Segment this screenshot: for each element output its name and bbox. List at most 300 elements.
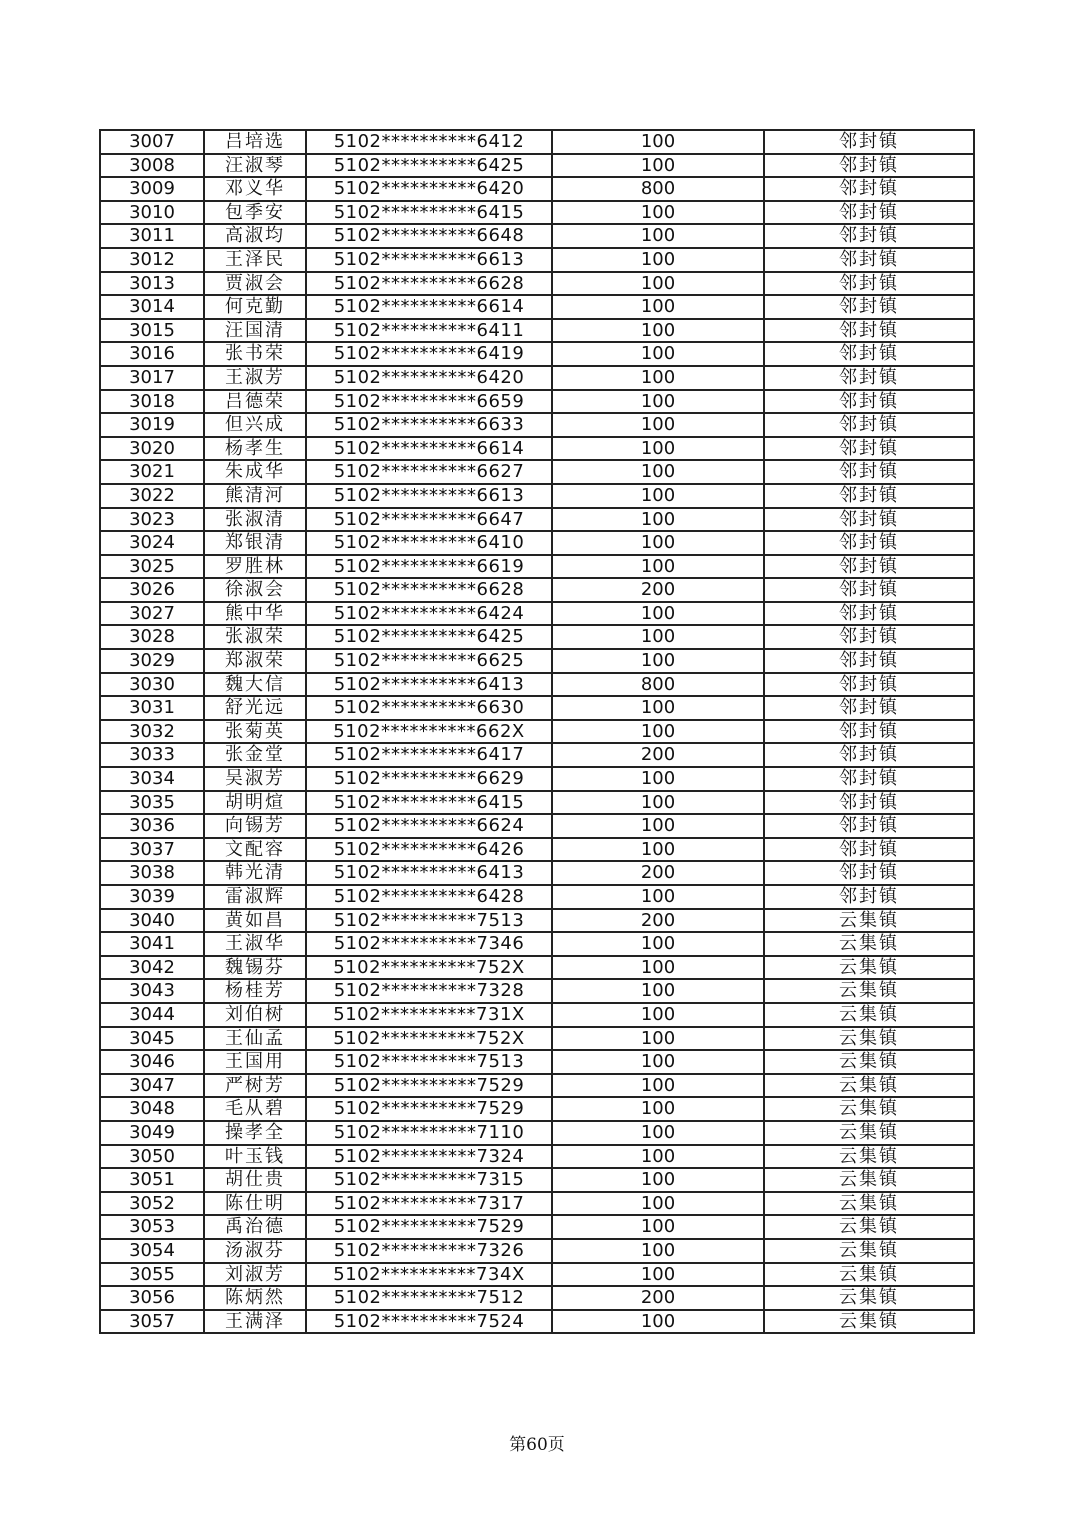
table-row [100, 366, 974, 390]
row-number-cell: 3008 [100, 154, 204, 178]
table-row [100, 531, 974, 555]
table-row [100, 555, 974, 579]
town-cell: 邻封镇 [764, 460, 974, 484]
id-card-cell: 5102**********6614 [306, 437, 552, 461]
id-card-cell: 5102**********6628 [306, 272, 552, 296]
row-number-cell: 3020 [100, 437, 204, 461]
id-card-cell: 5102**********6413 [306, 673, 552, 697]
name-cell: 严树芳 [204, 1074, 306, 1098]
town-cell: 邻封镇 [764, 649, 974, 673]
row-number-cell: 3009 [100, 177, 204, 201]
row-number-cell: 3012 [100, 248, 204, 272]
row-number-cell: 3052 [100, 1192, 204, 1216]
id-card-cell: 5102**********7512 [306, 1286, 552, 1310]
table-row [100, 272, 974, 296]
row-number-cell: 3038 [100, 861, 204, 885]
amount-cell: 200 [552, 861, 764, 885]
town-cell: 邻封镇 [764, 791, 974, 815]
id-card-cell: 5102**********6424 [306, 602, 552, 626]
name-cell: 吕德荣 [204, 390, 306, 414]
row-number-cell: 3026 [100, 578, 204, 602]
row-number-cell: 3030 [100, 673, 204, 697]
town-cell: 云集镇 [764, 909, 974, 933]
id-card-cell: 5102**********6630 [306, 696, 552, 720]
amount-cell: 100 [552, 625, 764, 649]
amount-cell: 100 [552, 508, 764, 532]
town-cell: 云集镇 [764, 1121, 974, 1145]
name-cell: 黄如昌 [204, 909, 306, 933]
id-card-cell: 5102**********7529 [306, 1097, 552, 1121]
row-number-cell: 3023 [100, 508, 204, 532]
amount-cell: 100 [552, 720, 764, 744]
row-number-cell: 3017 [100, 366, 204, 390]
table-row [100, 437, 974, 461]
town-cell: 邻封镇 [764, 366, 974, 390]
name-cell: 张书荣 [204, 342, 306, 366]
amount-cell: 100 [552, 484, 764, 508]
table-row [100, 1192, 974, 1216]
row-number-cell: 3046 [100, 1050, 204, 1074]
town-cell: 邻封镇 [764, 248, 974, 272]
town-cell: 邻封镇 [764, 885, 974, 909]
table-row [100, 130, 974, 154]
id-card-cell: 5102**********7346 [306, 932, 552, 956]
id-card-cell: 5102**********6426 [306, 838, 552, 862]
amount-cell: 200 [552, 909, 764, 933]
table-row [100, 909, 974, 933]
name-cell: 张淑荣 [204, 625, 306, 649]
table-row [100, 201, 974, 225]
id-card-cell: 5102**********7110 [306, 1121, 552, 1145]
name-cell: 张菊英 [204, 720, 306, 744]
id-card-cell: 5102**********6417 [306, 743, 552, 767]
name-cell: 王仙孟 [204, 1027, 306, 1051]
name-cell: 魏大信 [204, 673, 306, 697]
table-row [100, 743, 974, 767]
roster-table-body [100, 130, 974, 1333]
table-row [100, 979, 974, 1003]
amount-cell: 100 [552, 979, 764, 1003]
amount-cell: 100 [552, 791, 764, 815]
table-row [100, 154, 974, 178]
id-card-cell: 5102**********6411 [306, 319, 552, 343]
roster-table [99, 129, 975, 1334]
town-cell: 邻封镇 [764, 767, 974, 791]
name-cell: 刘伯树 [204, 1003, 306, 1027]
name-cell: 毛从碧 [204, 1097, 306, 1121]
row-number-cell: 3057 [100, 1310, 204, 1334]
town-cell: 云集镇 [764, 1050, 974, 1074]
row-number-cell: 3027 [100, 602, 204, 626]
id-card-cell: 5102**********6425 [306, 154, 552, 178]
name-cell: 禹治德 [204, 1215, 306, 1239]
id-card-cell: 5102**********6633 [306, 413, 552, 437]
amount-cell: 100 [552, 1097, 764, 1121]
amount-cell: 100 [552, 1192, 764, 1216]
row-number-cell: 3015 [100, 319, 204, 343]
row-number-cell: 3028 [100, 625, 204, 649]
id-card-cell: 5102**********7324 [306, 1145, 552, 1169]
town-cell: 邻封镇 [764, 201, 974, 225]
table-row [100, 602, 974, 626]
table-row [100, 1310, 974, 1334]
table-row [100, 838, 974, 862]
name-cell: 徐淑会 [204, 578, 306, 602]
id-card-cell: 5102**********7529 [306, 1074, 552, 1098]
amount-cell: 100 [552, 390, 764, 414]
town-cell: 云集镇 [764, 1003, 974, 1027]
name-cell: 陈仕明 [204, 1192, 306, 1216]
town-cell: 邻封镇 [764, 814, 974, 838]
table-row [100, 814, 974, 838]
name-cell: 胡明煊 [204, 791, 306, 815]
amount-cell: 100 [552, 460, 764, 484]
amount-cell: 100 [552, 767, 764, 791]
amount-cell: 100 [552, 1263, 764, 1287]
row-number-cell: 3041 [100, 932, 204, 956]
town-cell: 邻封镇 [764, 555, 974, 579]
row-number-cell: 3033 [100, 743, 204, 767]
town-cell: 邻封镇 [764, 130, 974, 154]
table-row [100, 177, 974, 201]
town-cell: 邻封镇 [764, 625, 974, 649]
town-cell: 邻封镇 [764, 861, 974, 885]
town-cell: 邻封镇 [764, 319, 974, 343]
id-card-cell: 5102**********7529 [306, 1215, 552, 1239]
row-number-cell: 3042 [100, 956, 204, 980]
name-cell: 罗胜林 [204, 555, 306, 579]
table-row [100, 1215, 974, 1239]
amount-cell: 800 [552, 177, 764, 201]
town-cell: 邻封镇 [764, 578, 974, 602]
table-row [100, 390, 974, 414]
name-cell: 韩光清 [204, 861, 306, 885]
town-cell: 邻封镇 [764, 484, 974, 508]
town-cell: 邻封镇 [764, 531, 974, 555]
row-number-cell: 3048 [100, 1097, 204, 1121]
id-card-cell: 5102**********6647 [306, 508, 552, 532]
id-card-cell: 5102**********6420 [306, 366, 552, 390]
amount-cell: 100 [552, 295, 764, 319]
row-number-cell: 3016 [100, 342, 204, 366]
table-row [100, 1239, 974, 1263]
town-cell: 云集镇 [764, 1074, 974, 1098]
name-cell: 贾淑会 [204, 272, 306, 296]
amount-cell: 100 [552, 413, 764, 437]
row-number-cell: 3029 [100, 649, 204, 673]
name-cell: 胡仕贵 [204, 1168, 306, 1192]
id-card-cell: 5102**********6415 [306, 791, 552, 815]
town-cell: 云集镇 [764, 1168, 974, 1192]
row-number-cell: 3044 [100, 1003, 204, 1027]
id-card-cell: 5102**********7315 [306, 1168, 552, 1192]
id-card-cell: 5102**********6419 [306, 342, 552, 366]
amount-cell: 100 [552, 154, 764, 178]
id-card-cell: 5102**********6627 [306, 460, 552, 484]
id-card-cell: 5102**********7317 [306, 1192, 552, 1216]
town-cell: 云集镇 [764, 1310, 974, 1334]
row-number-cell: 3050 [100, 1145, 204, 1169]
town-cell: 云集镇 [764, 956, 974, 980]
row-number-cell: 3036 [100, 814, 204, 838]
town-cell: 邻封镇 [764, 508, 974, 532]
amount-cell: 100 [552, 1310, 764, 1334]
row-number-cell: 3040 [100, 909, 204, 933]
row-number-cell: 3055 [100, 1263, 204, 1287]
name-cell: 杨孝生 [204, 437, 306, 461]
row-number-cell: 3054 [100, 1239, 204, 1263]
name-cell: 王国用 [204, 1050, 306, 1074]
page-number: 第60页 [509, 1435, 565, 1455]
id-card-cell: 5102**********662X [306, 720, 552, 744]
row-number-cell: 3021 [100, 460, 204, 484]
table-row [100, 224, 974, 248]
table-row [100, 1263, 974, 1287]
id-card-cell: 5102**********752X [306, 956, 552, 980]
town-cell: 邻封镇 [764, 838, 974, 862]
amount-cell: 100 [552, 319, 764, 343]
town-cell: 邻封镇 [764, 696, 974, 720]
name-cell: 张淑清 [204, 508, 306, 532]
name-cell: 熊中华 [204, 602, 306, 626]
table-row [100, 578, 974, 602]
table-row [100, 248, 974, 272]
id-card-cell: 5102**********6619 [306, 555, 552, 579]
row-number-cell: 3022 [100, 484, 204, 508]
amount-cell: 100 [552, 602, 764, 626]
amount-cell: 100 [552, 366, 764, 390]
amount-cell: 100 [552, 814, 764, 838]
table-row [100, 649, 974, 673]
name-cell: 杨桂芳 [204, 979, 306, 1003]
id-card-cell: 5102**********731X [306, 1003, 552, 1027]
table-row [100, 508, 974, 532]
id-card-cell: 5102**********6624 [306, 814, 552, 838]
amount-cell: 200 [552, 578, 764, 602]
name-cell: 文配容 [204, 838, 306, 862]
name-cell: 邓义华 [204, 177, 306, 201]
name-cell: 熊清河 [204, 484, 306, 508]
id-card-cell: 5102**********6625 [306, 649, 552, 673]
name-cell: 汪国清 [204, 319, 306, 343]
amount-cell: 100 [552, 555, 764, 579]
name-cell: 陈炳然 [204, 1286, 306, 1310]
table-row [100, 956, 974, 980]
table-row [100, 861, 974, 885]
name-cell: 朱成华 [204, 460, 306, 484]
name-cell: 刘淑芳 [204, 1263, 306, 1287]
amount-cell: 100 [552, 1168, 764, 1192]
amount-cell: 100 [552, 1239, 764, 1263]
row-number-cell: 3043 [100, 979, 204, 1003]
town-cell: 云集镇 [764, 1263, 974, 1287]
amount-cell: 100 [552, 649, 764, 673]
name-cell: 汤淑芬 [204, 1239, 306, 1263]
row-number-cell: 3045 [100, 1027, 204, 1051]
id-card-cell: 5102**********6413 [306, 861, 552, 885]
row-number-cell: 3010 [100, 201, 204, 225]
id-card-cell: 5102**********6629 [306, 767, 552, 791]
amount-cell: 100 [552, 932, 764, 956]
amount-cell: 100 [552, 838, 764, 862]
table-row [100, 1003, 974, 1027]
name-cell: 王淑芳 [204, 366, 306, 390]
name-cell: 叶玉钱 [204, 1145, 306, 1169]
table-row [100, 885, 974, 909]
name-cell: 吕培选 [204, 130, 306, 154]
table-row [100, 460, 974, 484]
id-card-cell: 5102**********7524 [306, 1310, 552, 1334]
town-cell: 邻封镇 [764, 295, 974, 319]
town-cell: 云集镇 [764, 1027, 974, 1051]
table-row [100, 767, 974, 791]
town-cell: 邻封镇 [764, 177, 974, 201]
table-row [100, 696, 974, 720]
amount-cell: 200 [552, 1286, 764, 1310]
row-number-cell: 3014 [100, 295, 204, 319]
name-cell: 雷淑辉 [204, 885, 306, 909]
name-cell: 高淑均 [204, 224, 306, 248]
amount-cell: 100 [552, 1003, 764, 1027]
table-row [100, 625, 974, 649]
name-cell: 包季安 [204, 201, 306, 225]
name-cell: 但兴成 [204, 413, 306, 437]
amount-cell: 800 [552, 673, 764, 697]
id-card-cell: 5102**********6659 [306, 390, 552, 414]
name-cell: 郑银清 [204, 531, 306, 555]
row-number-cell: 3024 [100, 531, 204, 555]
row-number-cell: 3018 [100, 390, 204, 414]
name-cell: 舒光远 [204, 696, 306, 720]
table-row [100, 484, 974, 508]
name-cell: 魏锡芬 [204, 956, 306, 980]
row-number-cell: 3032 [100, 720, 204, 744]
amount-cell: 100 [552, 130, 764, 154]
id-card-cell: 5102**********6613 [306, 248, 552, 272]
amount-cell: 100 [552, 272, 764, 296]
name-cell: 吴淑芳 [204, 767, 306, 791]
town-cell: 邻封镇 [764, 342, 974, 366]
table-row [100, 791, 974, 815]
table-row [100, 1168, 974, 1192]
name-cell: 王满泽 [204, 1310, 306, 1334]
town-cell: 云集镇 [764, 1097, 974, 1121]
table-row [100, 1286, 974, 1310]
town-cell: 云集镇 [764, 1286, 974, 1310]
table-row [100, 1145, 974, 1169]
amount-cell: 100 [552, 1145, 764, 1169]
id-card-cell: 5102**********6410 [306, 531, 552, 555]
town-cell: 邻封镇 [764, 673, 974, 697]
table-row [100, 932, 974, 956]
amount-cell: 100 [552, 342, 764, 366]
table-row [100, 1097, 974, 1121]
id-card-cell: 5102**********6648 [306, 224, 552, 248]
id-card-cell: 5102**********7513 [306, 1050, 552, 1074]
row-number-cell: 3056 [100, 1286, 204, 1310]
name-cell: 何克勤 [204, 295, 306, 319]
row-number-cell: 3039 [100, 885, 204, 909]
row-number-cell: 3051 [100, 1168, 204, 1192]
name-cell: 郑淑荣 [204, 649, 306, 673]
row-number-cell: 3034 [100, 767, 204, 791]
town-cell: 邻封镇 [764, 437, 974, 461]
name-cell: 向锡芳 [204, 814, 306, 838]
town-cell: 云集镇 [764, 932, 974, 956]
amount-cell: 100 [552, 956, 764, 980]
id-card-cell: 5102**********6628 [306, 578, 552, 602]
name-cell: 汪淑琴 [204, 154, 306, 178]
town-cell: 云集镇 [764, 1215, 974, 1239]
table-row [100, 1074, 974, 1098]
id-card-cell: 5102**********6412 [306, 130, 552, 154]
amount-cell: 100 [552, 1074, 764, 1098]
row-number-cell: 3031 [100, 696, 204, 720]
row-number-cell: 3047 [100, 1074, 204, 1098]
id-card-cell: 5102**********6614 [306, 295, 552, 319]
id-card-cell: 5102**********7513 [306, 909, 552, 933]
row-number-cell: 3025 [100, 555, 204, 579]
town-cell: 云集镇 [764, 1145, 974, 1169]
name-cell: 王泽民 [204, 248, 306, 272]
amount-cell: 100 [552, 224, 764, 248]
name-cell: 操孝全 [204, 1121, 306, 1145]
table-row [100, 720, 974, 744]
row-number-cell: 3049 [100, 1121, 204, 1145]
amount-cell: 100 [552, 1215, 764, 1239]
row-number-cell: 3011 [100, 224, 204, 248]
amount-cell: 200 [552, 743, 764, 767]
amount-cell: 100 [552, 885, 764, 909]
id-card-cell: 5102**********7326 [306, 1239, 552, 1263]
id-card-cell: 5102**********7328 [306, 979, 552, 1003]
name-cell: 张金堂 [204, 743, 306, 767]
table-row [100, 1050, 974, 1074]
amount-cell: 100 [552, 248, 764, 272]
table-row [100, 1121, 974, 1145]
id-card-cell: 5102**********6415 [306, 201, 552, 225]
table-row [100, 295, 974, 319]
row-number-cell: 3053 [100, 1215, 204, 1239]
row-number-cell: 3013 [100, 272, 204, 296]
town-cell: 邻封镇 [764, 154, 974, 178]
town-cell: 邻封镇 [764, 720, 974, 744]
amount-cell: 100 [552, 1027, 764, 1051]
amount-cell: 100 [552, 531, 764, 555]
town-cell: 云集镇 [764, 1239, 974, 1263]
town-cell: 邻封镇 [764, 743, 974, 767]
row-number-cell: 3019 [100, 413, 204, 437]
amount-cell: 100 [552, 696, 764, 720]
amount-cell: 100 [552, 1121, 764, 1145]
town-cell: 云集镇 [764, 979, 974, 1003]
town-cell: 邻封镇 [764, 272, 974, 296]
amount-cell: 100 [552, 437, 764, 461]
town-cell: 邻封镇 [764, 413, 974, 437]
row-number-cell: 3035 [100, 791, 204, 815]
row-number-cell: 3007 [100, 130, 204, 154]
id-card-cell: 5102**********752X [306, 1027, 552, 1051]
row-number-cell: 3037 [100, 838, 204, 862]
table-row [100, 1027, 974, 1051]
amount-cell: 100 [552, 201, 764, 225]
id-card-cell: 5102**********6420 [306, 177, 552, 201]
table-row [100, 413, 974, 437]
id-card-cell: 5102**********734X [306, 1263, 552, 1287]
table-row [100, 673, 974, 697]
town-cell: 云集镇 [764, 1192, 974, 1216]
town-cell: 邻封镇 [764, 390, 974, 414]
